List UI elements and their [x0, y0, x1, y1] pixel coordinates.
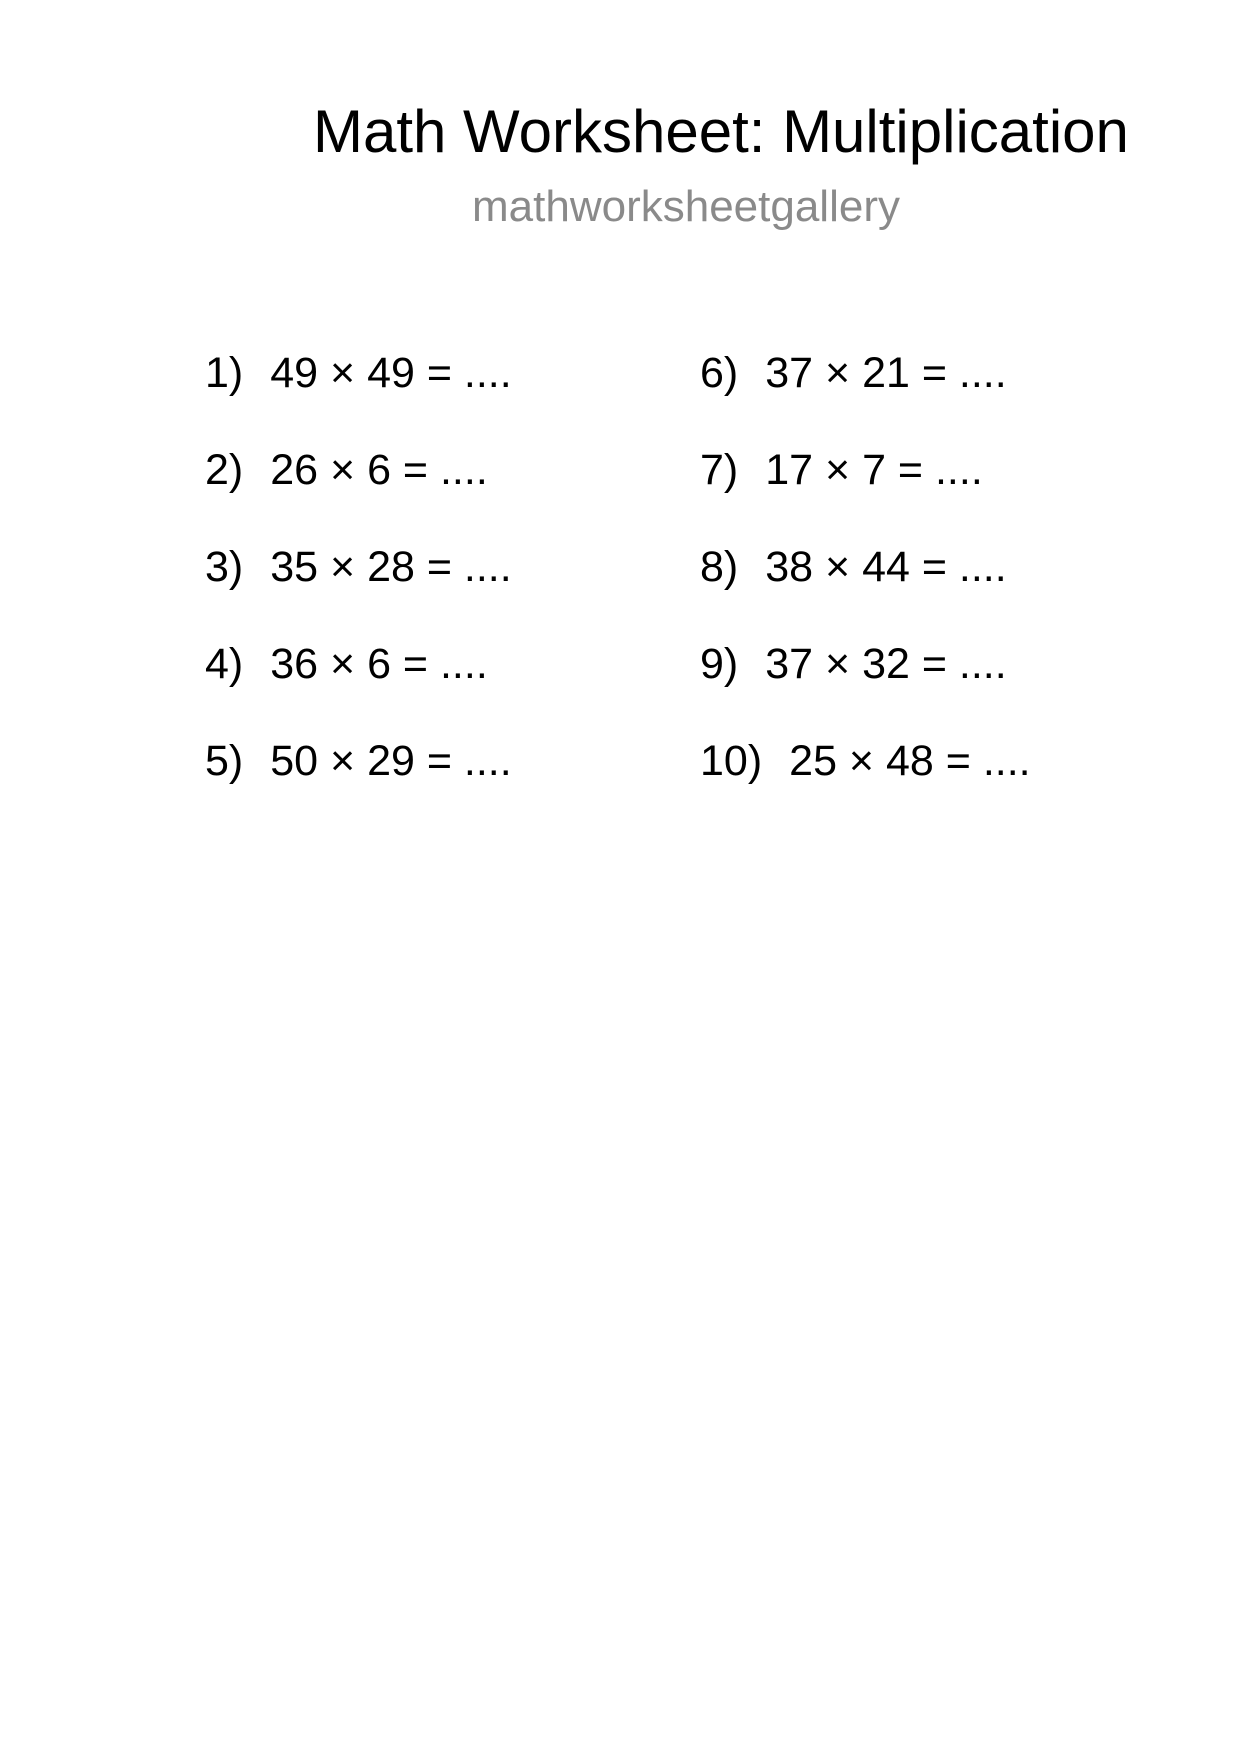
problem-row-9 [700, 616, 1031, 713]
problem-number: 7) [700, 446, 739, 494]
problems-column-right [700, 325, 1031, 810]
problem-row-8 [700, 519, 1031, 616]
problem-expression: 49 × 49 = .... [270, 349, 512, 397]
problem-expression: 26 × 6 = .... [270, 446, 488, 494]
problem-expression: 37 × 32 = .... [765, 640, 1007, 688]
problem-row-10 [700, 713, 1031, 810]
problem-number: 1) [205, 349, 244, 397]
problem-row-1 [205, 325, 512, 422]
problem-number: 2) [205, 446, 244, 494]
problem-number: 10) [700, 737, 763, 785]
problem-expression: 50 × 29 = .... [270, 737, 512, 785]
problem-expression: 37 × 21 = .... [765, 349, 1007, 397]
problem-row-3 [205, 519, 512, 616]
problem-expression: 36 × 6 = .... [270, 640, 488, 688]
problem-row-6 [700, 325, 1031, 422]
problem-number: 4) [205, 640, 244, 688]
problem-number: 5) [205, 737, 244, 785]
problem-expression: 25 × 48 = .... [789, 737, 1031, 785]
problem-number: 8) [700, 543, 739, 591]
problem-expression: 17 × 7 = .... [765, 446, 983, 494]
problem-expression: 38 × 44 = .... [765, 543, 1007, 591]
problem-expression: 35 × 28 = .... [270, 543, 512, 591]
problem-row-5 [205, 713, 512, 810]
problem-number: 3) [205, 543, 244, 591]
problem-row-7 [700, 422, 1031, 519]
problem-number: 9) [700, 640, 739, 688]
problem-row-2 [205, 422, 512, 519]
page-subtitle: mathworksheetgallery [472, 182, 900, 231]
page-title: Math Worksheet: Multiplication [313, 98, 1129, 165]
problem-number: 6) [700, 349, 739, 397]
problems-column-left [205, 325, 512, 810]
problem-row-4 [205, 616, 512, 713]
